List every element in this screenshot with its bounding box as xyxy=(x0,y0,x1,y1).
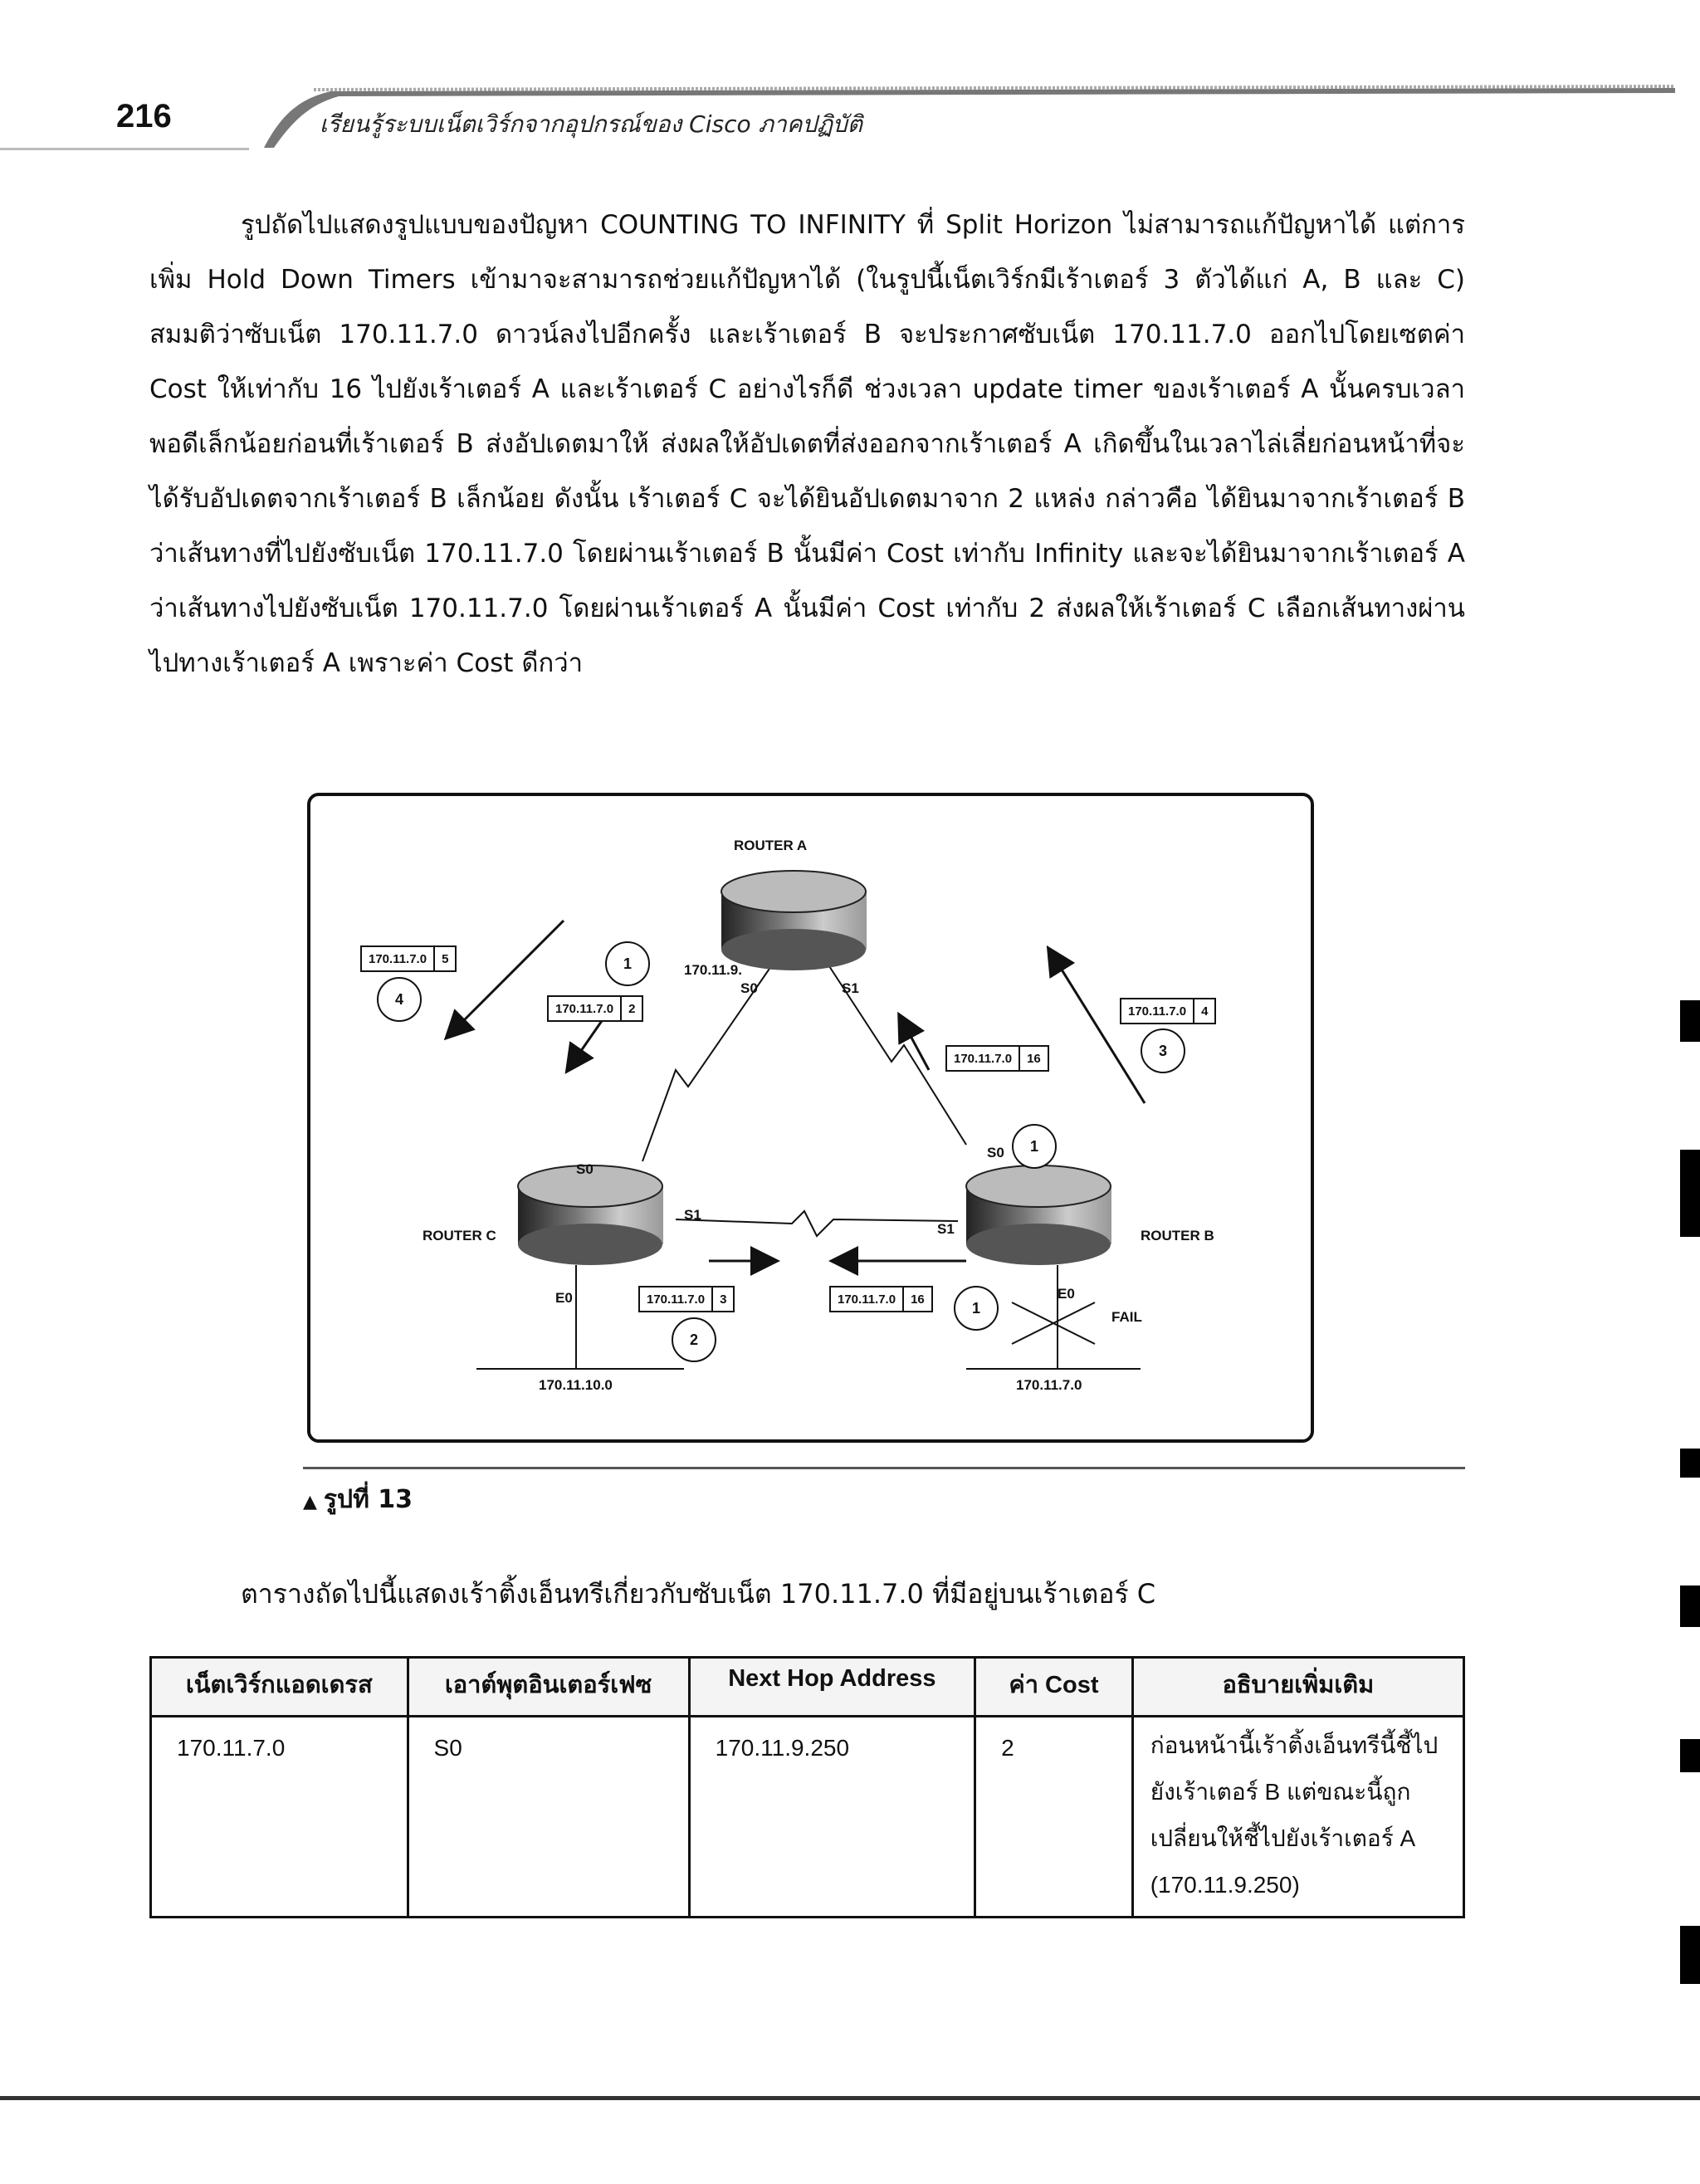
edge-mark xyxy=(1680,1000,1700,1042)
update-tag: 170.11.7.0 2 xyxy=(547,995,643,1022)
diagram-drawing xyxy=(310,796,1311,1439)
router-a-ip-label: 170.11.9. xyxy=(684,962,742,978)
router-c-label: ROUTER C xyxy=(423,1228,496,1243)
running-header-title: เรียนรู้ระบบเน็ตเวิร์กจากอุปกรณ์ของ Cisco ภาคปฏิบัติ xyxy=(320,110,862,138)
link-c-b xyxy=(676,1211,958,1236)
update-tag: 170.11.7.0 5 xyxy=(360,945,457,972)
router-b-s0-label: S0 xyxy=(987,1145,1004,1160)
step-circle: 1 xyxy=(1012,1124,1057,1169)
header-rule xyxy=(0,148,249,150)
router-a-label: ROUTER A xyxy=(734,838,808,853)
step-circle: 2 xyxy=(672,1317,716,1362)
column-header: ค่า Cost xyxy=(975,1658,1133,1717)
step-circle: 1 xyxy=(605,941,650,986)
cost-cell: 2 xyxy=(975,1717,1133,1918)
step-circle: 3 xyxy=(1141,1028,1185,1073)
edge-mark xyxy=(1680,1449,1700,1478)
router-c-s1-label: S1 xyxy=(684,1207,701,1223)
step-circle: 1 xyxy=(954,1286,999,1331)
network-address-cell: 170.11.7.0 xyxy=(151,1717,408,1918)
edge-mark xyxy=(1680,1926,1700,1984)
table-header-row xyxy=(151,1658,1464,1717)
page-number: 216 xyxy=(116,98,172,134)
caption-rule xyxy=(303,1467,1465,1469)
update-tag: 170.11.7.0 16 xyxy=(945,1045,1049,1072)
edge-mark xyxy=(1680,1150,1700,1237)
network-diagram xyxy=(307,793,1314,1443)
routing-table xyxy=(149,1656,1465,1918)
figure-caption-text: รูปที่ 13 xyxy=(323,1485,413,1514)
triangle-icon: ▲ xyxy=(303,1492,317,1512)
column-header: เอาต์พุตอินเตอร์เฟซ xyxy=(408,1658,689,1717)
update-tag: 170.11.7.0 3 xyxy=(638,1286,735,1312)
network-b-label: 170.11.7.0 xyxy=(1016,1377,1082,1393)
router-c-e0-label: E0 xyxy=(555,1290,573,1306)
next-hop-cell: 170.11.9.250 xyxy=(689,1717,975,1918)
edge-mark xyxy=(1680,1739,1700,1772)
step-circle: 4 xyxy=(377,977,422,1022)
network-c-label: 170.11.10.0 xyxy=(539,1377,613,1393)
table-intro-text: ตารางถัดไปนี้แสดงเร้าติ้งเอ็นทรีเกี่ยวกับซับเน็ต 170.11.7.0 ที่มีอยู่บนเร้าเตอร์ C xyxy=(241,1578,1156,1610)
router-a-icon xyxy=(721,871,867,970)
note-cell: ก่อนหน้านี้เร้าติ้งเอ็นทรีนี้ชี้ไปยังเร้าเตอร์ B แต่ขณะนี้ถูกเปลี่ยนให้ชี้ไปยังเร้าเตอร์ A (170.11.9.250) xyxy=(1132,1717,1463,1918)
router-c-icon xyxy=(518,1165,663,1265)
router-b-e0-label: E0 xyxy=(1058,1286,1075,1302)
update-tag: 170.11.7.0 4 xyxy=(1120,998,1216,1024)
body-text xyxy=(149,198,1465,691)
edge-mark xyxy=(1680,1585,1700,1627)
column-header: เน็ตเวิร์กแอดเดรส xyxy=(151,1658,408,1717)
footer-rule xyxy=(0,2096,1700,2100)
column-header: Next Hop Address xyxy=(689,1658,975,1717)
update-tag: 170.11.7.0 16 xyxy=(829,1286,933,1312)
figure-caption xyxy=(303,1480,413,1519)
router-c-s0-label: S0 xyxy=(576,1161,594,1177)
router-a-s0-label: S0 xyxy=(740,980,758,996)
router-b-label: ROUTER B xyxy=(1141,1228,1214,1243)
column-header: อธิบายเพิ่มเติม xyxy=(1132,1658,1463,1717)
fail-label: FAIL xyxy=(1111,1309,1142,1325)
table-row xyxy=(151,1717,1464,1918)
output-interface-cell: S0 xyxy=(408,1717,689,1918)
router-b-s1-label: S1 xyxy=(937,1221,955,1237)
router-b-icon xyxy=(966,1165,1111,1265)
router-a-s1-label: S1 xyxy=(842,980,859,996)
body-paragraph: รูปถัดไปแสดงรูปแบบของปัญหา COUNTING TO INFINITY ที่ Split Horizon ไม่สามารถแก้ปัญหาได้ แต่การเพิ่ม Hold Down Timers เข้ามาจะสามารถช่วยแก้ปัญหาได้ (ในรูปนี้เน็ตเวิร์กมีเร้าเตอร์ 3 ตัวได้แก่ A, B และ C) สมมติว่าซับเน็ต 170.11.7.0 ดาวน์ลงไปอีกครั้ง และเร้าเตอร์ B จะประกาศซับเน็ต 170.11.7.0 ออกไปโดยเซตค่า Cost ให้เท่ากับ 16 ไปยังเร้าเตอร์ A และเร้าเตอร์ C อย่างไรก็ดี ช่วงเวลา update timer ของเร้าเตอร์ A นั้นครบเวลาพอดีเล็กน้อยก่อนที่เร้าเตอร์ B ส่งอัปเดตมาให้ ส่งผลให้อัปเดตที่ส่งออกจากเร้าเตอร์ A เกิดขึ้นในเวลาไล่เลี่ยก่อนหน้าที่จะได้รับอัปเดตจากเร้าเตอร์ B เล็กน้อย ดังนั้น เร้าเตอร์ C จะได้ยินอัปเดตมาจาก 2 แหล่ง กล่าวคือ ได้ยินมาจากเร้าเตอร์ B ว่าเส้นทางที่ไปยังซับเน็ต 170.11.7.0 โดยผ่านเร้าเตอร์ B นั้นมีค่า Cost เท่ากับ Infinity และจะได้ยินมาจากเร้าเตอร์ A ว่าเส้นทางไปยังซับเน็ต 170.11.7.0 โดยผ่านเร้าเตอร์ A นั้นมีค่า Cost เท่ากับ 2 ส่งผลให้เร้าเตอร์ C เลือกเส้นทางผ่านไปทางเร้าเตอร์ A เพราะค่า Cost ดีกว่า xyxy=(149,210,1465,678)
